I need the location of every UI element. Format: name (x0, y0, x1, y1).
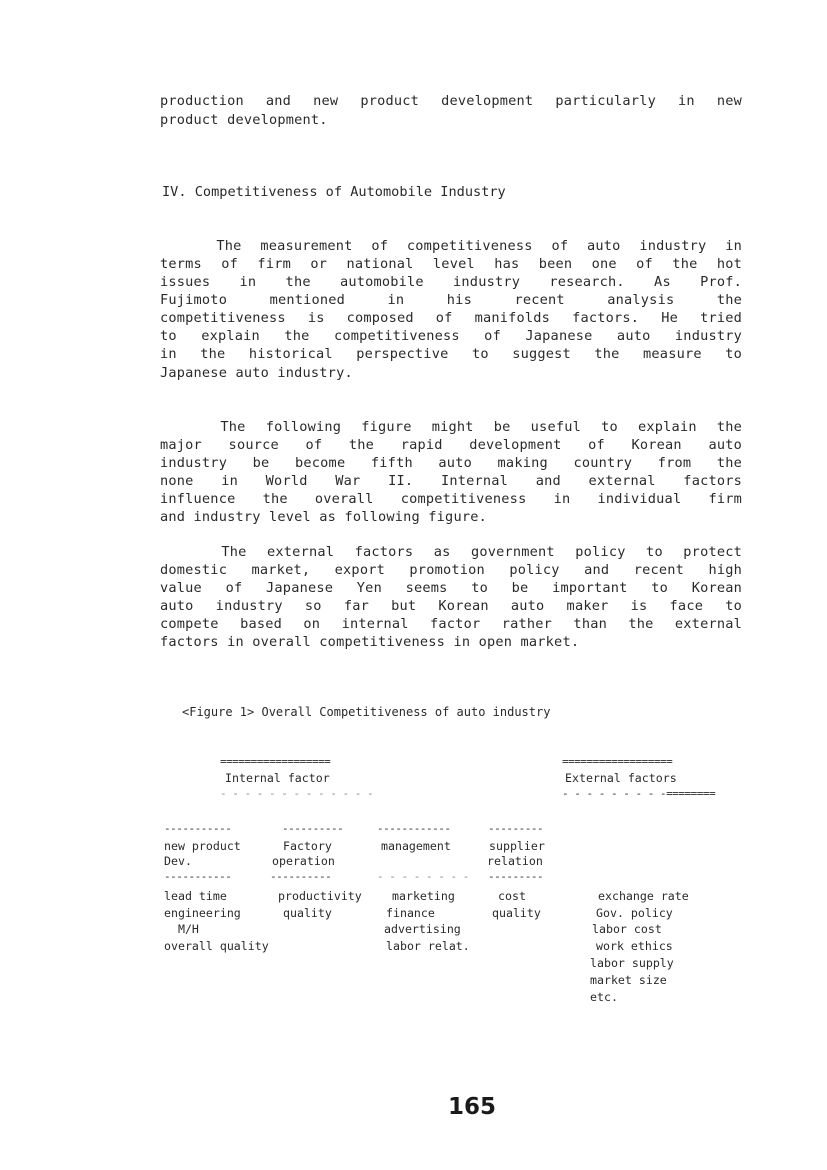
paragraph-1-line-2: terms of firm or national level has been one of the hot (160, 256, 742, 272)
external-item-5: labor supply (590, 956, 674, 970)
col1-item-1: lead time (164, 889, 227, 903)
paragraph-1-line-3: issues in the automobile industry research. As Prof. (160, 274, 742, 290)
page-number: 165 (448, 1094, 497, 1120)
col4-rule-top: --------- (488, 822, 544, 835)
col1-rule-bottom: ----------- (164, 870, 232, 883)
col2-header-line2: operation (272, 854, 335, 868)
paragraph-1-line-1: The measurement of competitiveness of auto industry in (160, 238, 742, 254)
col4-header-line2: relation (487, 854, 543, 868)
external-item-1: exchange rate (598, 889, 689, 903)
external-item-2: Gov. policy (596, 906, 673, 920)
figure-caption: <Figure 1> Overall Competitiveness of auto industry (182, 705, 551, 719)
col4-item-1: cost (498, 889, 526, 903)
paragraph-1-line-6: to explain the competitiveness of Japanese auto industry (160, 328, 742, 344)
section-heading: IV. Competitiveness of Automobile Industry (162, 184, 506, 200)
intro-line-1: production and new product development particularly in new (160, 93, 742, 109)
col2-rule-bottom: ---------- (270, 870, 332, 883)
col1-item-2: engineering (164, 906, 241, 920)
col3-item-2: finance (386, 906, 435, 920)
paragraph-1-line-4: Fujimoto mentioned in his recent analysis the (160, 292, 742, 308)
col4-item-2: quality (492, 906, 541, 920)
paragraph-3-line-2: domestic market, export promotion policy and recent high (160, 562, 742, 578)
paragraph-1-line-5: competitiveness is composed of manifolds factors. He tried (160, 310, 742, 326)
internal-rule-bottom: - - - - - - - - - - - - - (220, 787, 374, 800)
paragraph-3-line-1: The external factors as government policy to protect (160, 544, 742, 560)
external-factor-title: External factors (565, 771, 677, 785)
paragraph-3-line-4: auto industry so far but Korean auto maker is face to (160, 598, 742, 614)
col2-item-2: quality (283, 906, 332, 920)
external-item-3: labor cost (592, 922, 662, 936)
paragraph-3-line-3: value of Japanese Yen seems to be important to Korean (160, 580, 742, 596)
external-item-6: market size (590, 973, 667, 987)
col1-item-3: M/H (164, 922, 199, 936)
paragraph-3-line-5: compete based on internal factor rather than the external (160, 616, 742, 632)
paragraph-2-line-1: The following figure might be useful to explain the (160, 419, 742, 435)
col3-item-3: advertising (384, 922, 461, 936)
external-rule-top: ================== (562, 755, 673, 768)
paragraph-3-line-6: factors in overall competitiveness in open market. (160, 634, 580, 650)
col1-rule-top: ----------- (164, 822, 232, 835)
col1-header-line2: Dev. (164, 854, 192, 868)
paragraph-2-line-4: none in World War II. Internal and external factors (160, 473, 742, 489)
col3-rule-bottom: - - - - - - - - (377, 870, 469, 883)
paragraph-1-line-7: in the historical perspective to suggest the measure to (160, 346, 742, 362)
paragraph-2-line-6: and industry level as following figure. (160, 509, 487, 525)
internal-rule-top: ================== (220, 755, 331, 768)
external-rule-bottom: - - - - - - - - -======== (562, 787, 716, 800)
col3-rule-top: ------------ (377, 822, 451, 835)
external-item-7: etc. (590, 990, 618, 1004)
internal-factor-title: Internal factor (225, 771, 330, 785)
col2-header-line1: Factory (283, 839, 332, 853)
col3-header-line1: management (381, 839, 451, 853)
col3-item-4: labor relat. (386, 939, 470, 953)
col2-rule-top: ---------- (282, 822, 344, 835)
intro-line-2: product development. (160, 112, 328, 128)
paragraph-2-line-3: industry be become fifth auto making country from the (160, 455, 742, 471)
paragraph-2-line-2: major source of the rapid development of Korean auto (160, 437, 742, 453)
col3-item-1: marketing (392, 889, 455, 903)
paragraph-2-line-5: influence the overall competitiveness in individual firm (160, 491, 742, 507)
col1-header-line1: new product (164, 839, 241, 853)
col4-rule-bottom: --------- (488, 870, 544, 883)
paragraph-1-line-8: Japanese auto industry. (160, 365, 353, 381)
col1-item-4: overall quality (164, 939, 269, 953)
col4-header-line1: supplier (489, 839, 545, 853)
col2-item-1: productivity (278, 889, 362, 903)
external-item-4: work ethics (596, 939, 673, 953)
